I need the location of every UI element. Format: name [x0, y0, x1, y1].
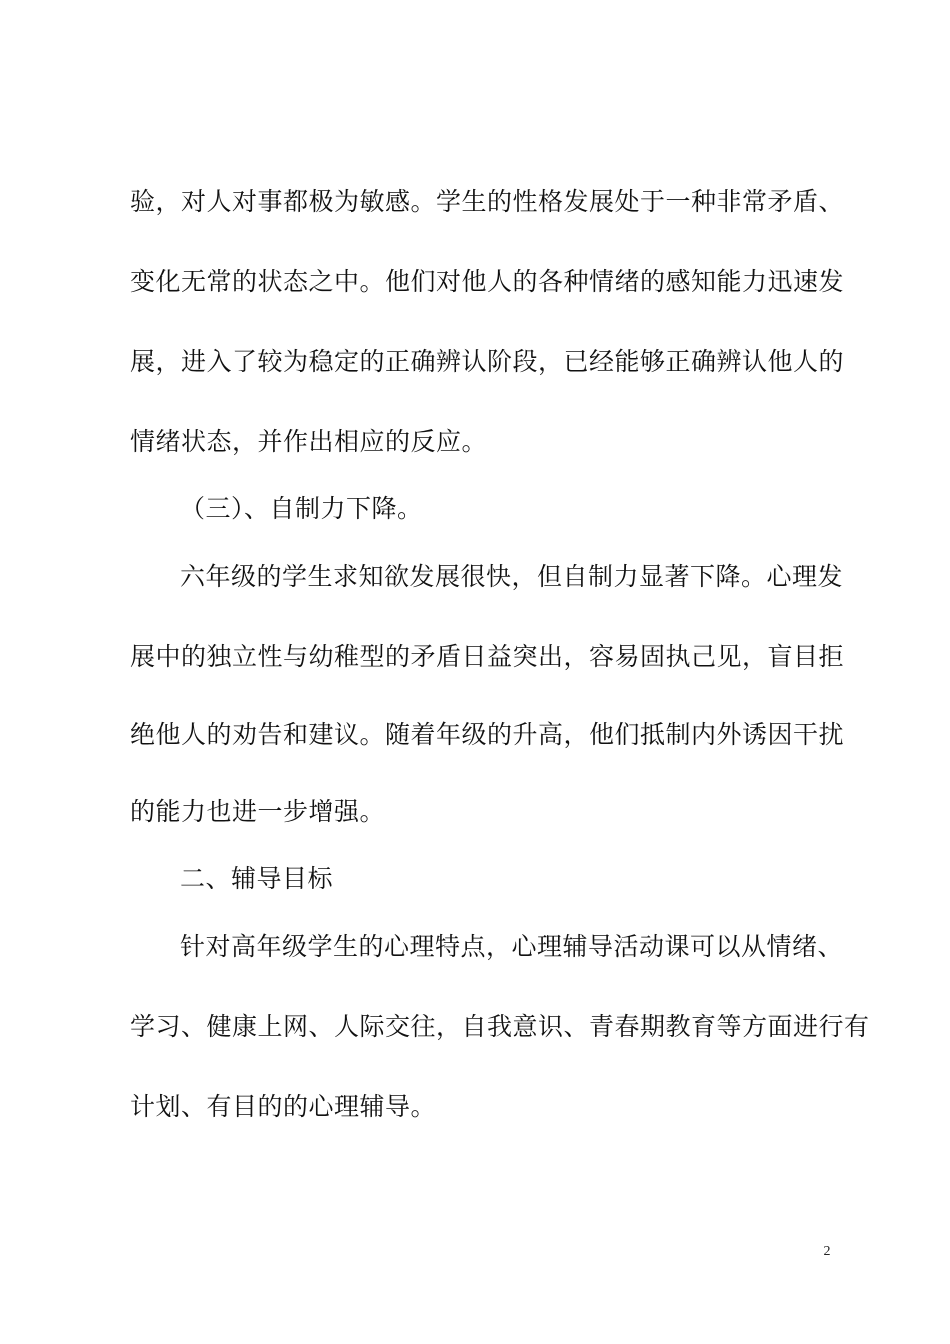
paragraph-line: 验，对人对事都极为敏感。学生的性格发展处于一种非常矛盾、 [130, 187, 845, 216]
page-number: 2 [823, 1244, 831, 1259]
paragraph-line: 情绪状态，并作出相应的反应。 [130, 427, 488, 456]
paragraph-line: 计划、有目的的心理辅导。 [130, 1092, 437, 1121]
paragraph-line: 学习、健康上网、人际交往，自我意识、青春期教育等方面进行有 [130, 1012, 870, 1041]
paragraph-line: 绝他人的劝告和建议。随着年级的升高，他们抵制内外诱因干扰 [130, 720, 845, 749]
paragraph-line: 展，进入了较为稳定的正确辨认阶段，已经能够正确辨认他人的 [130, 347, 845, 376]
paragraph-line: 六年级的学生求知欲发展很快，但自制力显著下降。心理发 [180, 562, 844, 591]
paragraph-line: 变化无常的状态之中。他们对他人的各种情绪的感知能力迅速发 [130, 267, 845, 296]
paragraph-line: 展中的独立性与幼稚型的矛盾日益突出，容易固执己见，盲目拒 [130, 642, 845, 671]
section-heading: 二、辅导目标 [180, 864, 334, 893]
paragraph-line: 的能力也进一步增强。 [130, 797, 386, 826]
subsection-heading: （三）、自制力下降。 [180, 494, 423, 523]
paragraph-line: 针对高年级学生的心理特点，心理辅导活动课可以从情绪、 [180, 932, 844, 961]
